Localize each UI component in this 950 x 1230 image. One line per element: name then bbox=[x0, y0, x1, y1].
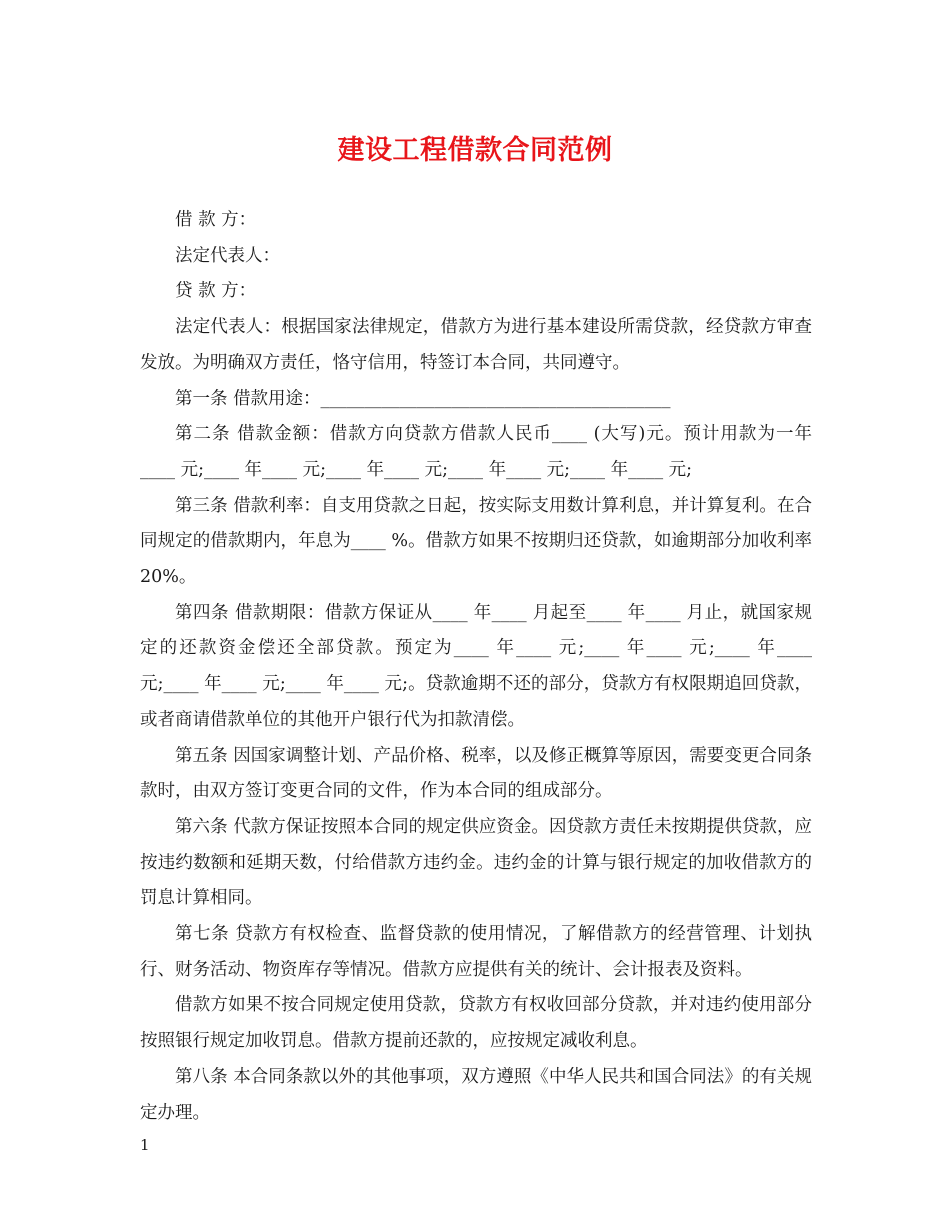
paragraph-article-6: 第六条 代款方保证按照本合同的规定供应资金。因贷款方责任未按期提供贷款，应按违约数额和延期天数，付给借款方违约金。违约金的计算与银行规定的加收借款方的罚息计算相同。 bbox=[140, 816, 812, 909]
page-number: 1 bbox=[140, 1136, 150, 1154]
paragraph-borrower-representative: 法定代表人： bbox=[175, 245, 280, 266]
paragraph-article-4: 第四条 借款期限：借款方保证从____ 年____ 月起至____ 年____ 月止，就国家规定的还款资金偿还全部贷款。预定为____ 年____ 元;____ 年____ 元;____ 年____ 元;____ 年____ 元;____ 年____ 元;。贷款逾期不还的部分，贷款方有权限期追回贷款，或者商请借款单位的其他开户银行代为扣款清偿。 bbox=[140, 602, 812, 730]
paragraph-lender: 贷 款 方： bbox=[175, 281, 257, 302]
document-body bbox=[140, 203, 812, 1131]
paragraph-article-5: 第五条 因国家调整计划、产品价格、税率，以及修正概算等原因，需要变更合同条款时，由双方签订变更合同的文件，作为本合同的组成部分。 bbox=[140, 745, 812, 802]
paragraph-article-2: 第二条 借款金额：借款方向贷款方借款人民币____ (大写)元。预计用款为一年____ 元;____ 年____ 元;____ 年____ 元;____ 年____ 元;____ 年____ 元; bbox=[140, 424, 812, 480]
paragraph-lender-representative: 法定代表人：根据国家法律规定，借款方为进行基本建设所需贷款，经贷款方审查发放。为明确双方责任，恪守信用，特签订本合同，共同遵守。 bbox=[140, 317, 812, 373]
paragraph-article-7-continued: 借款方如果不按合同规定使用贷款，贷款方有权收回部分贷款，并对违约使用部分按照银行规定加收罚息。借款方提前还款的，应按规定减收利息。 bbox=[140, 995, 812, 1052]
paragraph-borrower: 借 款 方： bbox=[175, 210, 257, 230]
paragraph-article-8: 第八条 本合同条款以外的其他事项，双方遵照《中华人民共和国合同法》的有关规定办理。 bbox=[140, 1066, 812, 1123]
document-title: 建设工程借款合同范例 bbox=[337, 135, 613, 166]
paragraph-article-7: 第七条 贷款方有权检查、监督贷款的使用情况，了解借款方的经营管理、计划执行、财务活动、物资库存等情况。借款方应提供有关的统计、会计报表及资料。 bbox=[140, 924, 812, 980]
paragraph-article-1: 第一条 借款用途：________________________________________ bbox=[175, 388, 671, 409]
paragraph-article-3: 第三条 借款利率：自支用贷款之日起，按实际支用数计算利息，并计算复利。在合同规定的借款期内，年息为____ %。借款方如果不按期归还贷款，如逾期部分加收利率20%。 bbox=[140, 495, 812, 588]
